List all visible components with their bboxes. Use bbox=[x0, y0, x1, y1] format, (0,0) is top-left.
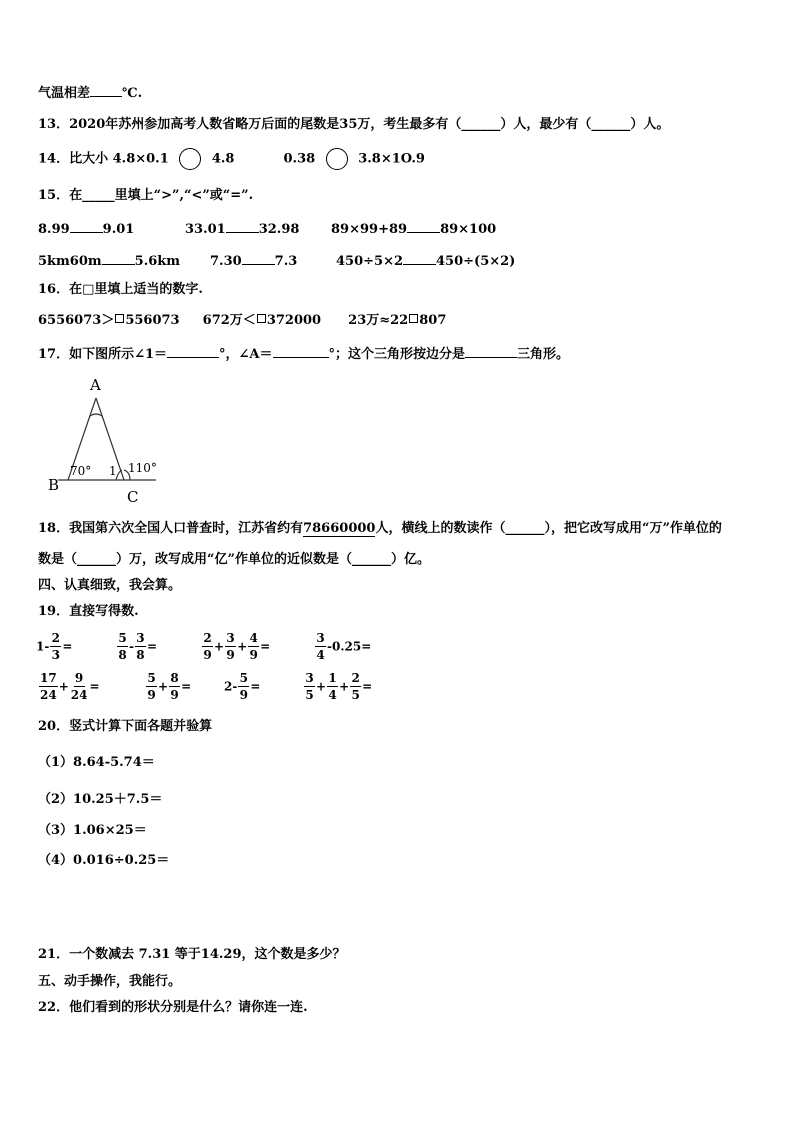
q19-head: 19．直接写得数. bbox=[38, 604, 139, 619]
fraction bbox=[135, 630, 146, 663]
q15-row1 bbox=[38, 218, 134, 239]
q19-expr-5 bbox=[38, 670, 100, 703]
numerator: 17 bbox=[40, 671, 57, 685]
q15-blank[interactable] bbox=[226, 218, 259, 233]
denominator: 3 bbox=[51, 648, 61, 662]
q17 bbox=[38, 343, 569, 364]
numerator: 3 bbox=[316, 631, 325, 645]
denominator: 24 bbox=[40, 688, 57, 702]
q15-r1-c-right: 89×100 bbox=[440, 222, 497, 237]
q13: 13．2020年苏州参加高考人数省略万后面的尾数是35万，考生最多有（______）人，最少有（______）人。 bbox=[38, 117, 670, 132]
expr-tail: = bbox=[181, 679, 192, 694]
q12-tail bbox=[38, 82, 142, 103]
q17-blank-angle1[interactable] bbox=[167, 343, 219, 358]
fraction bbox=[70, 670, 89, 703]
q19-expr-2 bbox=[116, 630, 157, 663]
q14-a-right: 4.8 bbox=[211, 151, 235, 167]
fraction bbox=[238, 670, 249, 703]
q15-r2-c-left: 450÷5×2 bbox=[336, 254, 404, 269]
numerator: 1 bbox=[328, 671, 337, 685]
compare-circle-1[interactable] bbox=[179, 148, 201, 170]
q16-items bbox=[38, 312, 446, 330]
q15-r2-c-right: 450÷(5×2) bbox=[436, 254, 516, 269]
q14-b-right: 3.8×1O.9 bbox=[358, 151, 425, 167]
angle-a-arc bbox=[90, 414, 102, 416]
q20-item-4: （4）0.016÷0.25＝ bbox=[38, 853, 170, 868]
denominator: 9 bbox=[249, 648, 258, 662]
expr-lead: 1- bbox=[36, 639, 50, 654]
q18-line2: 数是（______）万，改写成用“亿”作单位的近似数是（______）亿。 bbox=[38, 552, 430, 567]
vertex-c-label: C bbox=[127, 488, 139, 506]
expr-tail: = bbox=[260, 639, 271, 654]
digit-box[interactable] bbox=[257, 314, 266, 323]
fraction bbox=[146, 670, 157, 703]
numerator: 2 bbox=[351, 671, 360, 685]
q15-row2-b bbox=[210, 250, 297, 271]
fraction bbox=[350, 670, 361, 703]
fraction bbox=[169, 670, 180, 703]
fraction bbox=[225, 630, 236, 663]
section-5-title: 五、动手操作，我能行。 bbox=[38, 974, 182, 989]
q21: 21．一个数减去 7.31 等于14.29，这个数是多少？ bbox=[38, 947, 346, 962]
q15-r1-a-right: 9.01 bbox=[102, 222, 135, 237]
digit-box[interactable] bbox=[409, 314, 418, 323]
denominator: 9 bbox=[147, 688, 156, 702]
q12-blank[interactable] bbox=[90, 82, 122, 97]
q15-r1-b-right: 32.98 bbox=[258, 222, 300, 237]
q15-row1-b bbox=[185, 218, 299, 239]
q18-post: 人，横线上的数读作（______），把它改写成用“万”作单位的 bbox=[375, 521, 722, 536]
operator: - bbox=[129, 639, 134, 654]
q20-item-3: （3）1.06×25＝ bbox=[38, 823, 147, 838]
q16-c-right: 807 bbox=[419, 313, 447, 328]
vertex-a-label: A bbox=[90, 376, 101, 394]
expr-lead: 2- bbox=[224, 679, 238, 694]
denominator: 9 bbox=[239, 688, 249, 702]
operator: + bbox=[237, 639, 248, 654]
q22: 22．他们看到的形状分别是什么？请你连一连. bbox=[38, 1000, 308, 1015]
q19-expr-4 bbox=[314, 630, 371, 663]
q17-pre: 17．如下图所示∠1＝ bbox=[38, 347, 168, 362]
q15-r2-a-left: 5km60m bbox=[38, 254, 102, 269]
q18-number: 78660000 bbox=[303, 521, 376, 536]
numerator: 3 bbox=[226, 631, 235, 645]
expr-tail: = bbox=[89, 679, 100, 694]
numerator: 4 bbox=[249, 631, 258, 645]
q15-r2-b-right: 7.3 bbox=[274, 254, 298, 269]
q15-r2-a-right: 5.6km bbox=[134, 254, 181, 269]
q17-blank-angleA[interactable] bbox=[273, 343, 329, 358]
numerator: 8 bbox=[170, 671, 179, 685]
q19-expr-3 bbox=[201, 630, 270, 663]
q15-r1-b-left: 33.01 bbox=[185, 222, 226, 237]
q16-b-left: 672万＜ bbox=[202, 313, 256, 328]
fraction bbox=[304, 670, 315, 703]
q17-post: °；这个三角形按边分是 bbox=[328, 347, 466, 362]
operator: + bbox=[339, 679, 350, 694]
q15-head: 15．在_____里填上“>”,“<”或“=”. bbox=[38, 188, 254, 203]
q14 bbox=[38, 148, 425, 170]
q18-line1 bbox=[38, 520, 722, 538]
q17-blank-type[interactable] bbox=[465, 343, 517, 358]
expr-tail: = bbox=[146, 639, 158, 654]
denominator: 8 bbox=[118, 648, 127, 662]
q15-row2 bbox=[38, 250, 180, 271]
fraction bbox=[39, 670, 58, 703]
expr-tail: = bbox=[62, 639, 73, 654]
q19-expr-8 bbox=[303, 670, 372, 703]
fraction bbox=[248, 630, 259, 663]
fraction bbox=[315, 630, 326, 663]
denominator: 4 bbox=[316, 648, 325, 662]
q15-row1-c bbox=[331, 218, 496, 239]
q15-blank[interactable] bbox=[242, 250, 275, 265]
q15-blank[interactable] bbox=[407, 218, 440, 233]
denominator: 9 bbox=[226, 648, 235, 662]
q19-expr-7 bbox=[224, 670, 260, 703]
q15-r2-b-left: 7.30 bbox=[210, 254, 242, 269]
ext-angle-label: 110° bbox=[128, 461, 157, 475]
numerator: 9 bbox=[74, 671, 84, 685]
q15-r1-a-left: 8.99 bbox=[38, 222, 70, 237]
numerator: 5 bbox=[118, 631, 127, 645]
q12-unit: ℃. bbox=[122, 86, 143, 101]
denominator: 4 bbox=[328, 688, 337, 702]
expr-tail: = bbox=[250, 679, 261, 694]
vertex-b-label: B bbox=[48, 476, 60, 494]
fraction bbox=[50, 630, 61, 663]
operator: + bbox=[316, 679, 327, 694]
q15-row2-c bbox=[336, 250, 515, 271]
denominator: 9 bbox=[203, 648, 212, 662]
operator: + bbox=[58, 679, 69, 694]
q20-item-2: （2）10.25＋7.5＝ bbox=[38, 792, 163, 807]
q18-pre: 18．我国第六次全国人口普查时，江苏省约有 bbox=[38, 521, 304, 536]
q14-prefix: 14．比大小 4.8×0.1 bbox=[38, 151, 169, 167]
denominator: 5 bbox=[351, 688, 360, 702]
fraction bbox=[117, 630, 128, 663]
numerator: 3 bbox=[136, 631, 145, 645]
q16-b-right: 372000 bbox=[266, 313, 322, 328]
denominator: 8 bbox=[136, 648, 145, 662]
expr-tail: -0.25= bbox=[327, 639, 372, 654]
fraction bbox=[202, 630, 213, 663]
q15-r1-c-left: 89×99+89 bbox=[331, 222, 408, 237]
q15-blank[interactable] bbox=[403, 250, 436, 265]
denominator: 9 bbox=[170, 688, 179, 702]
q19-expr-1 bbox=[36, 630, 72, 663]
angle-1-label: 1 bbox=[109, 464, 117, 478]
q16-a-right: 556073 bbox=[125, 313, 180, 328]
q12-text: 气温相差 bbox=[38, 86, 91, 101]
digit-box[interactable] bbox=[115, 314, 124, 323]
expr-tail: = bbox=[362, 679, 373, 694]
q15-blank[interactable] bbox=[102, 250, 135, 265]
q20-item-1: （1）8.64-5.74＝ bbox=[38, 755, 155, 770]
numerator: 3 bbox=[305, 671, 314, 685]
q17-mid: °，∠A＝ bbox=[219, 347, 273, 362]
q20-head: 20．竖式计算下面各题并验算 bbox=[38, 719, 213, 734]
q16-head: 16．在□里填上适当的数字. bbox=[38, 282, 203, 297]
q17-end: 三角形。 bbox=[517, 347, 570, 362]
denominator: 24 bbox=[70, 688, 88, 702]
q16-a-left: 6556073＞ bbox=[38, 313, 115, 328]
numerator: 2 bbox=[51, 631, 61, 645]
operator: + bbox=[214, 639, 225, 654]
operator: + bbox=[158, 679, 169, 694]
q19-expr-6 bbox=[145, 670, 191, 703]
q16-c-left: 23万≈22 bbox=[348, 313, 409, 328]
numerator: 2 bbox=[203, 631, 212, 645]
numerator: 5 bbox=[147, 671, 156, 685]
angle-b-label: 70° bbox=[70, 464, 92, 478]
fraction bbox=[327, 670, 338, 703]
denominator: 5 bbox=[305, 688, 314, 702]
q15-blank[interactable] bbox=[70, 218, 103, 233]
numerator: 5 bbox=[239, 671, 249, 685]
triangle-figure bbox=[44, 372, 174, 507]
q14-b-left: 0.38 bbox=[283, 151, 316, 167]
compare-circle-2[interactable] bbox=[326, 148, 348, 170]
section-4-title: 四、认真细致，我会算。 bbox=[38, 578, 182, 593]
